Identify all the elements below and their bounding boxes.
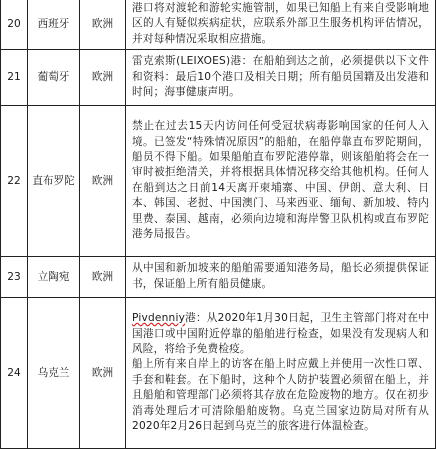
measure-detail-cell: 港口将对渡轮和游轮实施管制，如果已知船上有来自受影响地区的人有疑似疾病症状，应联系外部卫生服务机构评估情况，并对每种情况采取相应措施。 [126, 0, 436, 50]
port-name: Pivdenniy [132, 312, 186, 325]
table-row [1, 257, 436, 298]
region-cell: 欧洲 [80, 0, 126, 50]
detail-text: 港：从2020年1月30日起，卫生主管部门将对在中国港口或中国附近停靠的船舶进行检查，如果没有发现病人和风险，将给予免费检疫。 [132, 312, 429, 355]
table-row [1, 50, 436, 106]
country-cell: 葡萄牙 [28, 50, 80, 106]
row-number: 24 [1, 298, 28, 449]
country-cell: 乌克兰 [28, 298, 80, 449]
detail-paragraph [132, 311, 429, 357]
table-row [1, 298, 436, 449]
country-cell: 直布罗陀 [28, 106, 80, 257]
row-number: 20 [1, 0, 28, 50]
region-cell: 欧洲 [80, 298, 126, 449]
measure-detail-cell: 禁止在过去15天内访问任何受冠状病毒影响国家的任何人入境。已签发“特殊情况原因”的船舶，在船停靠直布罗陀期间，船员不得下船。如果船舶直布罗陀港停靠，则该船舶将会在一审时被拒绝清关，并将根据具体情况移交给其他机构。任何人在船到达之日前14天离开柬埔寨、中国、伊朗、意大利、日本、韩国、老挝、中国澳门、马来西亚、缅甸、新加坡、特内里费、泰国、越南，必须向边境和海岸警卫队机构或直布罗陀港务局报告。 [126, 106, 436, 257]
row-number: 23 [1, 257, 28, 298]
measure-detail-cell: 从中国和新加坡来的船舶需要通知港务局，船长必须提供保证书，保证船上所有船员健康。 [126, 257, 436, 298]
country-cell: 西班牙 [28, 0, 80, 50]
measure-detail-cell: 雷克索斯(LEIXOES)港：在船舶到达之前，必须提供以下文件和资料：最后10个港口及相关日期；所有船员国籍及出发港和时间；海事健康声明。 [126, 50, 436, 106]
table-row [1, 106, 436, 257]
region-cell: 欧洲 [80, 106, 126, 257]
row-number: 21 [1, 50, 28, 106]
region-cell: 欧洲 [80, 257, 126, 298]
detail-paragraph: 船上所有来自岸上的访客在船上时应戴上并使用一次性口罩、手套和鞋套。在下船时，这种个人防护装置必须留在船上，并且船舶和管理部门必须将其存放在危险废物的地方。仅在初步消毒处理后才可清除船舶废物。乌克兰国家边防局对所有从2020年2月26日起到乌克兰的旅客进行体温检查。 [132, 358, 429, 432]
country-cell: 立陶宛 [28, 257, 80, 298]
region-cell: 欧洲 [80, 50, 126, 106]
row-number: 22 [1, 106, 28, 257]
table-row [1, 0, 436, 50]
measure-detail-cell [126, 298, 436, 449]
